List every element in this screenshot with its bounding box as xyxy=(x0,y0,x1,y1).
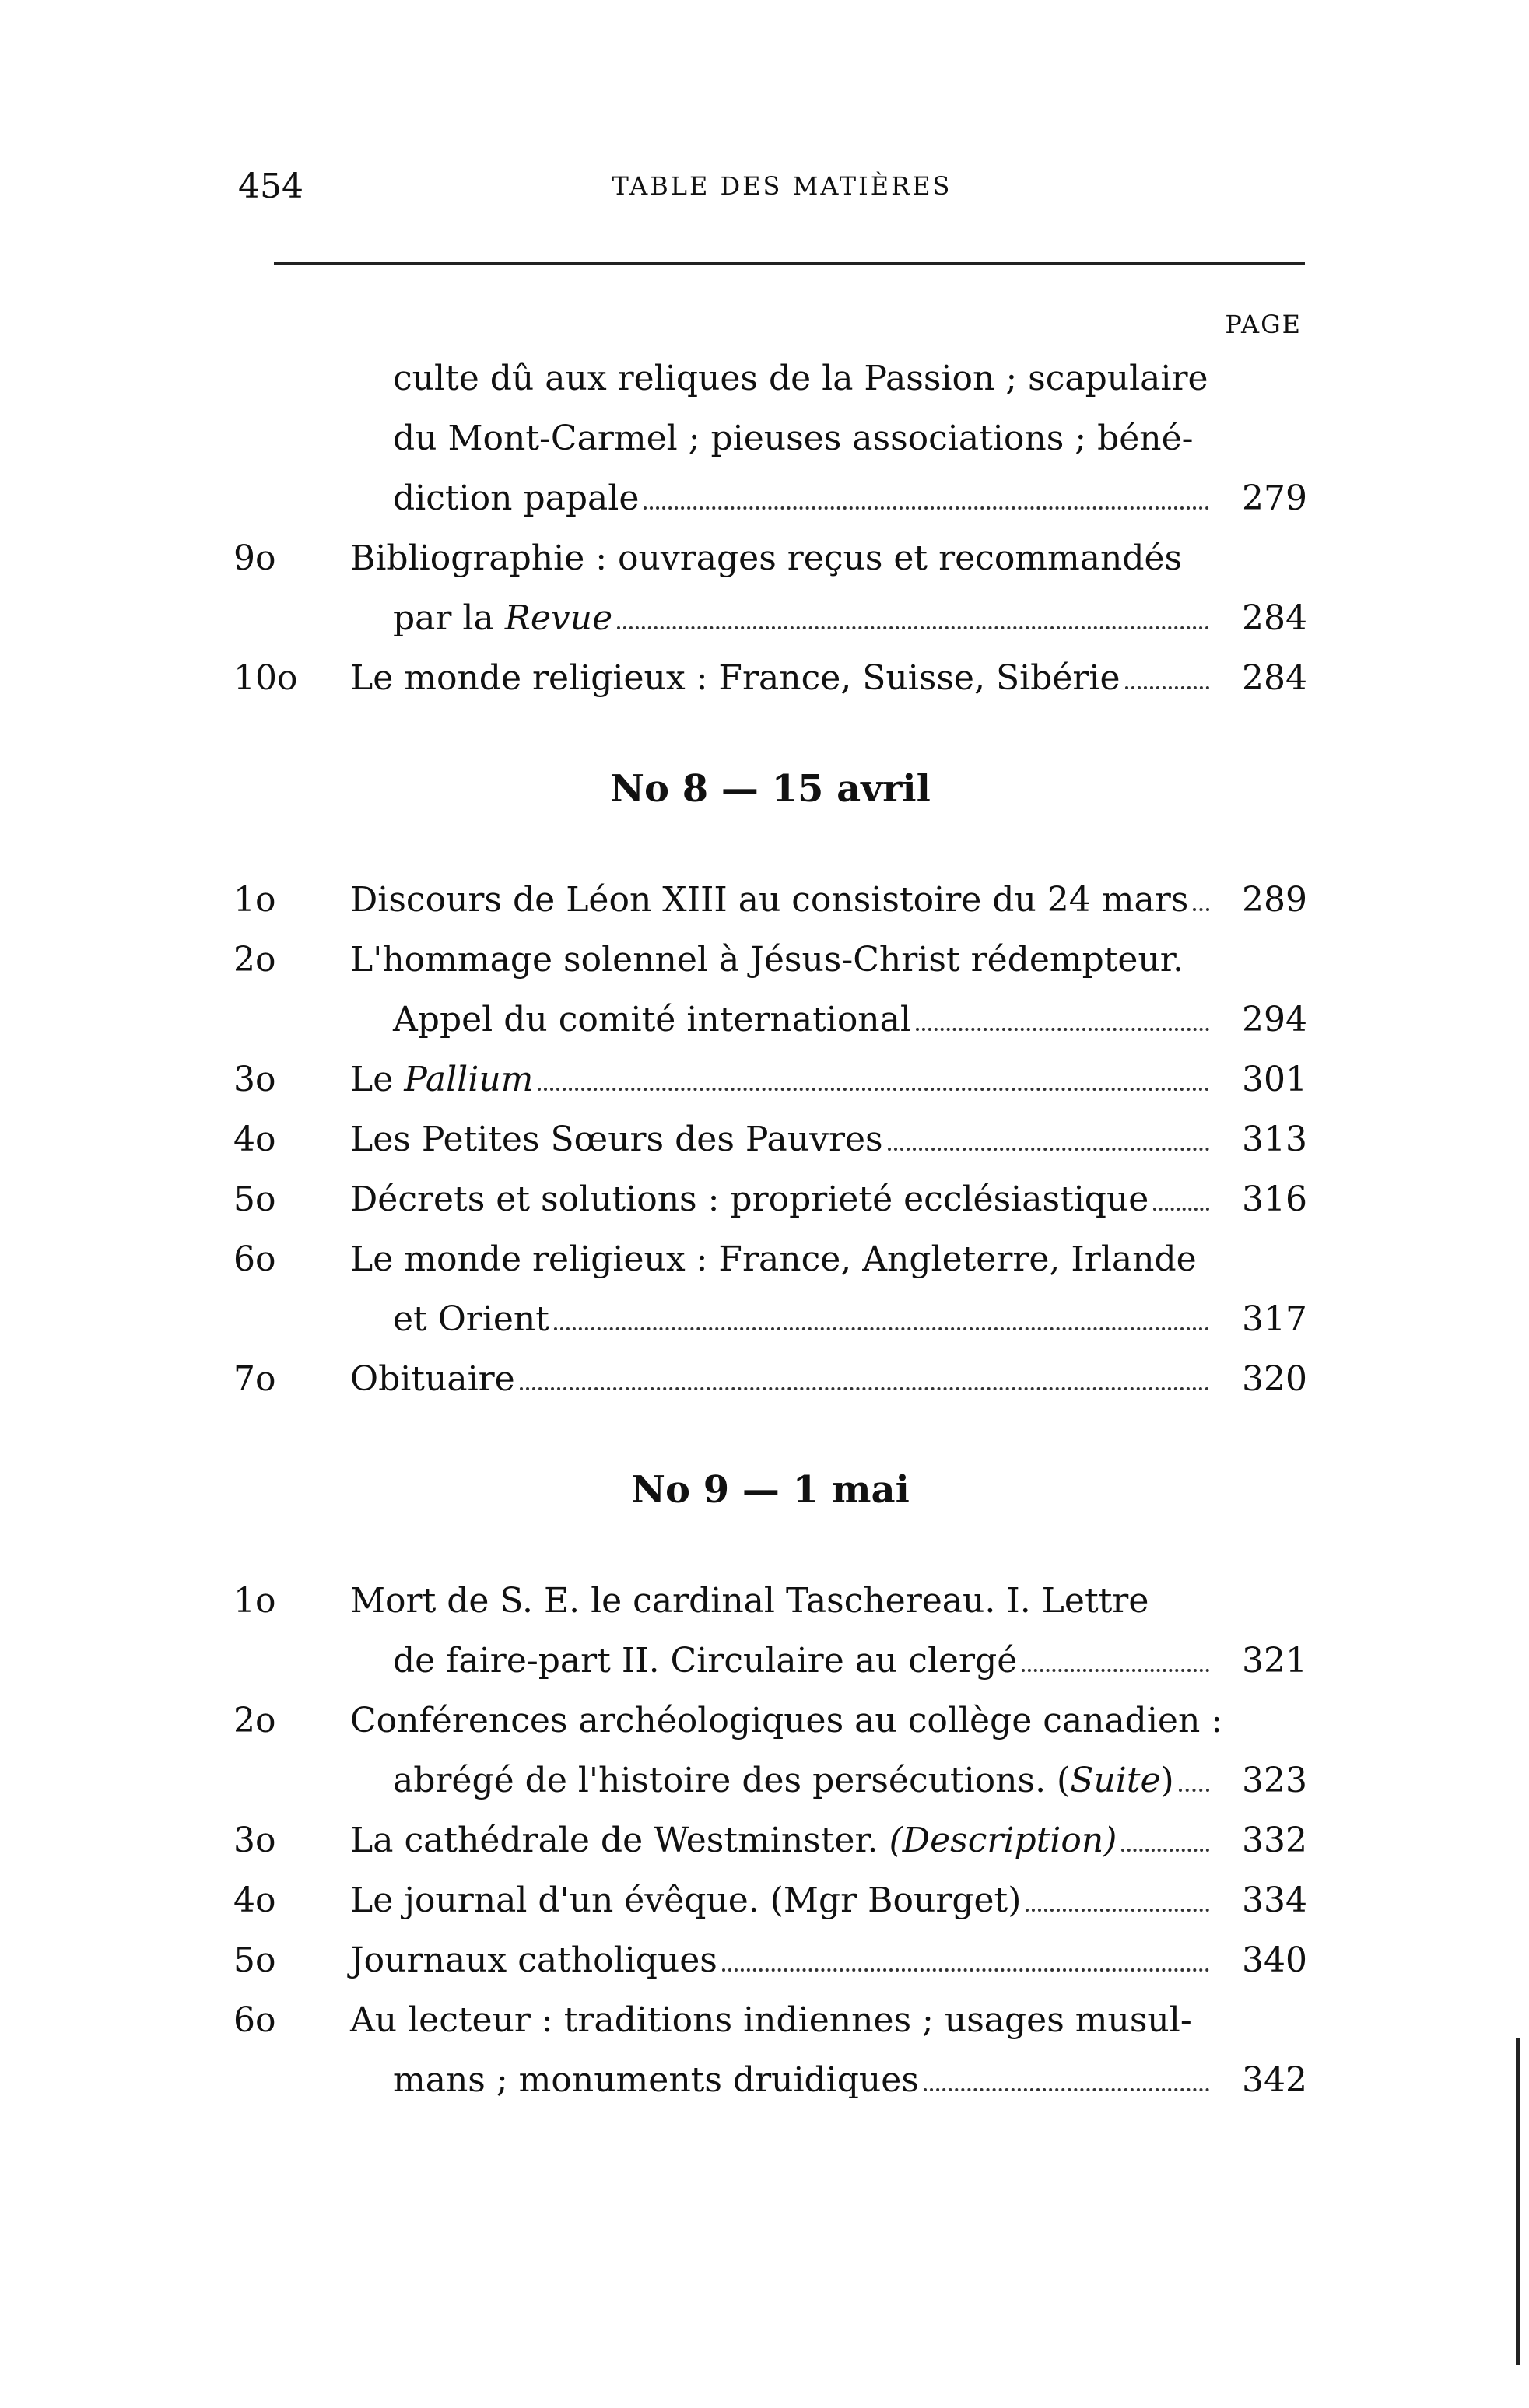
entry-title xyxy=(350,648,1120,708)
entry-line xyxy=(233,588,1307,648)
entry-number: 2o xyxy=(233,1701,276,1740)
entry-page: 317 xyxy=(1242,1299,1307,1339)
entry-line xyxy=(233,1751,1307,1810)
entry-line xyxy=(233,1050,1307,1109)
entry-line xyxy=(233,648,1307,708)
entry-text: Mort de S. E. le cardinal Taschereau. I. Lettre xyxy=(350,1581,1149,1621)
dot-leader xyxy=(520,1387,1209,1390)
entry-page: 332 xyxy=(1242,1821,1307,1860)
entry-number: 2o xyxy=(233,940,276,980)
entry-text xyxy=(393,990,1214,1050)
entry-text xyxy=(393,1289,1214,1349)
entry-line xyxy=(233,468,1307,528)
entry-title xyxy=(393,1631,1017,1691)
title-text: Obituaire xyxy=(350,1359,515,1399)
entries-group xyxy=(233,528,1307,708)
entry-line xyxy=(233,870,1307,930)
entry-text: du Mont-Carmel ; pieuses associations ; béné- xyxy=(393,419,1194,458)
dot-leader xyxy=(617,626,1209,629)
dot-leader xyxy=(1193,908,1209,911)
entry-title xyxy=(350,1930,717,1990)
toc-entry xyxy=(233,1810,1307,1870)
entry-page: 284 xyxy=(1242,658,1307,698)
toc-entry xyxy=(233,1930,1307,1990)
entry-page: 334 xyxy=(1242,1880,1307,1920)
entry-line xyxy=(233,1349,1307,1409)
dot-leader xyxy=(1179,1789,1209,1792)
entry-line xyxy=(233,1870,1307,1930)
toc-entry xyxy=(233,870,1307,930)
entry-page: 279 xyxy=(1242,478,1307,518)
dot-leader xyxy=(916,1028,1209,1031)
entry-text xyxy=(350,1050,1214,1109)
entry-number: 5o xyxy=(233,1179,276,1219)
entry-line xyxy=(233,1571,1307,1631)
entry-line xyxy=(233,2050,1307,2110)
entry-number: 6o xyxy=(233,2000,276,2040)
entry-line xyxy=(233,408,1307,468)
title-italic: Pallium xyxy=(404,1060,534,1099)
entry-number: 1o xyxy=(233,880,276,920)
entry-line xyxy=(233,1691,1307,1751)
entry-text xyxy=(350,1169,1214,1229)
title-text: par la xyxy=(393,598,505,638)
toc-entry xyxy=(233,1349,1307,1409)
entry-text xyxy=(350,870,1214,930)
page-number: 454 xyxy=(238,166,303,206)
entry-line xyxy=(233,528,1307,588)
page-header xyxy=(238,166,1315,213)
entry-text xyxy=(350,1870,1214,1930)
dot-leader xyxy=(1125,686,1209,689)
entry-line xyxy=(233,1810,1307,1870)
entry-text: culte dû aux reliques de la Passion ; scapulaire xyxy=(393,359,1208,398)
entry-title xyxy=(393,990,911,1050)
entry-text xyxy=(393,468,1214,528)
entry-number: 5o xyxy=(233,1940,276,1980)
toc-entry xyxy=(233,1169,1307,1229)
entry-page: 321 xyxy=(1242,1641,1307,1681)
entry-text xyxy=(393,1631,1214,1691)
section-heading: No 9 — 1 mai xyxy=(631,1468,910,1512)
title-text: Décrets et solutions : proprieté ecclésiastique xyxy=(350,1179,1149,1219)
entry-title xyxy=(350,870,1188,930)
toc-entry xyxy=(233,1050,1307,1109)
entry-page: 323 xyxy=(1242,1761,1307,1800)
dot-leader xyxy=(538,1088,1209,1091)
title-text: Le xyxy=(350,1060,405,1099)
entry-line xyxy=(233,930,1307,990)
title-text: Discours de Léon XIII au consistoire du 24 mars xyxy=(350,880,1189,920)
toc-entry xyxy=(233,648,1307,708)
entry-page: 313 xyxy=(1242,1120,1307,1159)
entry-title xyxy=(350,1810,1117,1870)
dot-leader xyxy=(924,2088,1209,2091)
dot-leader xyxy=(1022,1669,1209,1672)
title-text: ) xyxy=(1160,1761,1174,1800)
entry-number: 4o xyxy=(233,1880,276,1920)
entry-line xyxy=(233,1990,1307,2050)
dot-leader xyxy=(554,1327,1209,1330)
entry-text xyxy=(350,1930,1214,1990)
title-text: Journaux catholiques xyxy=(350,1940,717,1980)
entry-page: 284 xyxy=(1242,598,1307,638)
title-text: de faire-part II. Circulaire au clergé xyxy=(393,1641,1018,1681)
entry-title xyxy=(393,2050,919,2110)
entry-line xyxy=(233,1109,1307,1169)
entry-text xyxy=(350,1810,1214,1870)
toc-entry-continued xyxy=(233,349,1307,528)
entry-number: 9o xyxy=(233,538,276,578)
entry-page: 340 xyxy=(1242,1940,1307,1980)
entry-text xyxy=(350,1109,1214,1169)
table-of-contents xyxy=(233,349,1307,2110)
dot-leader xyxy=(1026,1909,1209,1912)
entry-title xyxy=(350,1349,515,1409)
toc-entry xyxy=(233,1229,1307,1349)
entry-line xyxy=(233,1289,1307,1349)
entry-title xyxy=(350,1109,883,1169)
entry-line xyxy=(233,1631,1307,1691)
entry-number: 6o xyxy=(233,1239,276,1279)
title-italic: (Description) xyxy=(889,1821,1117,1860)
toc-entry xyxy=(233,1870,1307,1930)
entry-number: 10o xyxy=(233,658,298,698)
page-column-label: PAGE xyxy=(1225,310,1302,339)
title-text: abrégé de l'histoire des persécutions. ( xyxy=(393,1761,1071,1800)
entry-title xyxy=(350,1050,533,1109)
dot-leader xyxy=(1121,1849,1209,1852)
entry-text: Au lecteur : traditions indiennes ; usages musul- xyxy=(350,2000,1192,2040)
entry-page: 316 xyxy=(1242,1179,1307,1219)
title-text: mans ; monuments druidiques xyxy=(393,2060,919,2100)
entry-text xyxy=(350,648,1214,708)
entry-text: L'hommage solennel à Jésus-Christ rédempteur. xyxy=(350,940,1184,980)
section-heading: No 8 — 15 avril xyxy=(610,767,931,811)
entry-text xyxy=(393,1751,1214,1810)
entry-title xyxy=(393,1289,549,1349)
entries-group xyxy=(233,1571,1307,2110)
entry-line xyxy=(233,1169,1307,1229)
entry-title xyxy=(350,1870,1021,1930)
entry-number: 4o xyxy=(233,1120,276,1159)
title-italic: Suite xyxy=(1070,1761,1161,1800)
title-text: La cathédrale de Westminster. xyxy=(350,1821,889,1860)
entry-text: Bibliographie : ouvrages reçus et recommandés xyxy=(350,538,1183,578)
entry-text: Le monde religieux : France, Angleterre, Irlande xyxy=(350,1239,1197,1279)
header-rule xyxy=(274,262,1305,265)
dot-leader xyxy=(1153,1208,1209,1211)
running-title: TABLE DES MATIÈRES xyxy=(612,171,952,201)
entry-line xyxy=(233,349,1307,408)
toc-entry xyxy=(233,1109,1307,1169)
dot-leader xyxy=(722,1968,1209,1972)
entry-page: 320 xyxy=(1242,1359,1307,1399)
toc-entry xyxy=(233,1990,1307,2110)
entry-page: 294 xyxy=(1242,1000,1307,1039)
entry-line xyxy=(233,990,1307,1050)
entry-number: 3o xyxy=(233,1821,276,1860)
toc-entry xyxy=(233,1691,1307,1810)
title-text: Appel du comité international xyxy=(393,1000,911,1039)
entry-number: 3o xyxy=(233,1060,276,1099)
entry-line xyxy=(233,1930,1307,1990)
entry-text xyxy=(393,2050,1214,2110)
entry-title: diction papale xyxy=(393,478,640,518)
dot-leader xyxy=(644,506,1209,510)
margin-bar xyxy=(1516,2038,1520,2365)
entry-page: 342 xyxy=(1242,2060,1307,2100)
title-text: Le journal d'un évêque. (Mgr Bourget) xyxy=(350,1880,1022,1920)
entry-number: 7o xyxy=(233,1359,276,1399)
title-text: et Orient xyxy=(393,1299,549,1339)
entries-group xyxy=(233,870,1307,1409)
entry-number: 1o xyxy=(233,1581,276,1621)
entry-text xyxy=(393,588,1214,648)
toc-entry xyxy=(233,930,1307,1050)
entry-page: 289 xyxy=(1242,880,1307,920)
title-text: Les Petites Sœurs des Pauvres xyxy=(350,1120,883,1159)
entry-title xyxy=(393,1751,1174,1810)
dot-leader xyxy=(888,1148,1209,1151)
title-text: Le monde religieux : France, Suisse, Sibérie xyxy=(350,658,1120,698)
toc-entry xyxy=(233,1571,1307,1691)
entry-title xyxy=(350,1169,1149,1229)
entry-page: 301 xyxy=(1242,1060,1307,1099)
toc-entry xyxy=(233,528,1307,648)
entry-text xyxy=(350,1349,1214,1409)
title-italic: Revue xyxy=(504,598,613,638)
entry-line xyxy=(233,1229,1307,1289)
entry-text: Conférences archéologiques au collège canadien : xyxy=(350,1701,1223,1740)
entry-title xyxy=(393,588,612,648)
